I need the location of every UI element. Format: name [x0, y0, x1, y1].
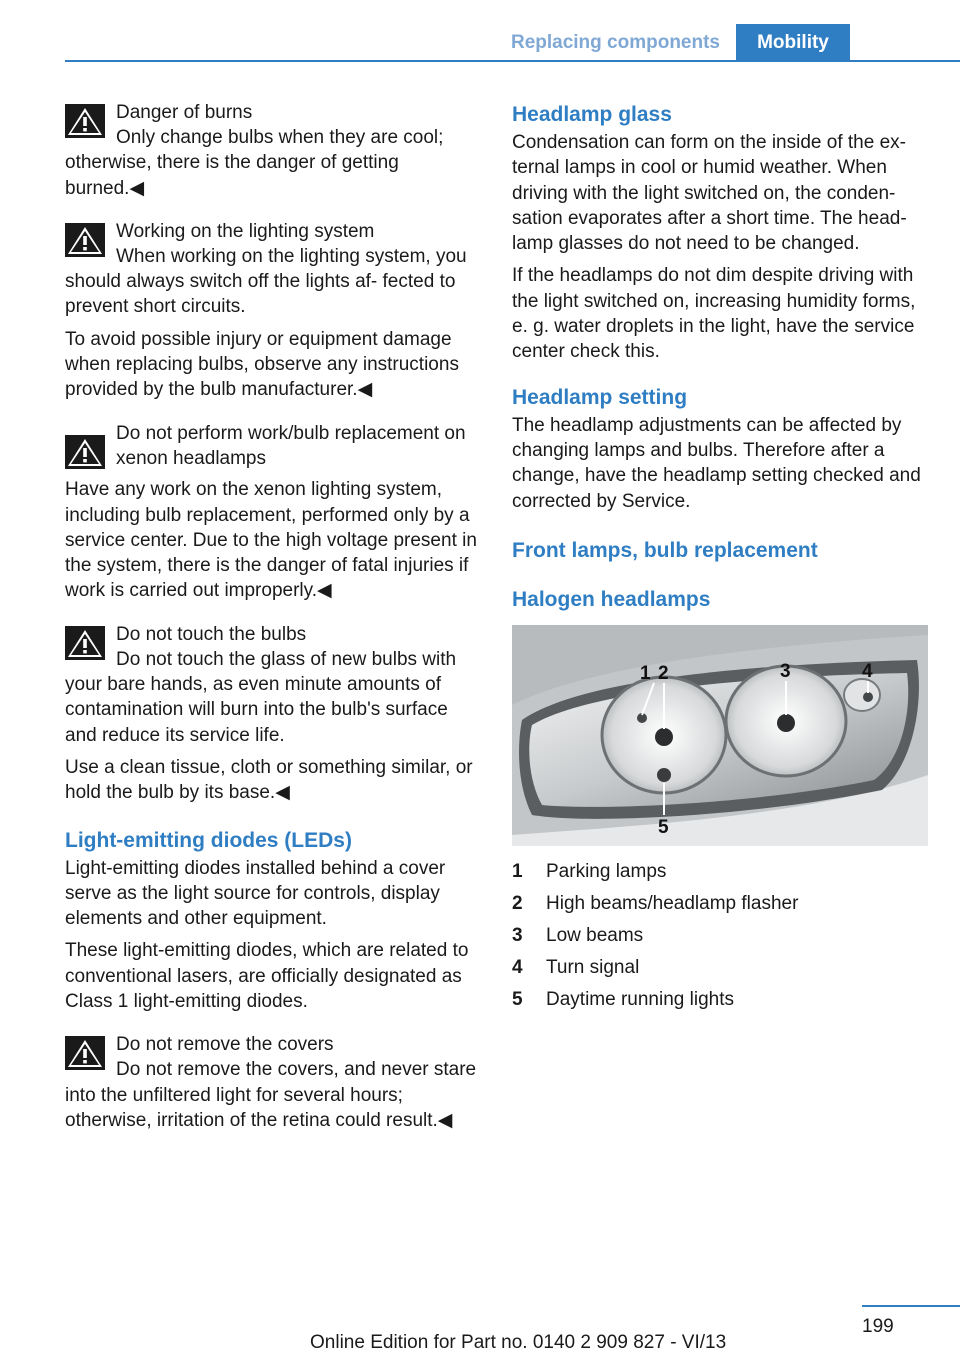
section-heading: Front lamps, bulb replacement: [512, 538, 818, 562]
legend-label: Turn signal: [546, 957, 640, 979]
legend-number: 4: [512, 957, 523, 979]
warning-touch-bulbs: [65, 622, 480, 806]
warning-triangle-icon: [65, 104, 105, 138]
warning-title: Do not touch the bulbs: [116, 623, 307, 645]
warning-xenon: [65, 421, 480, 604]
callout-2: 2: [658, 662, 669, 684]
warning-covers: [65, 1032, 480, 1133]
warning-text: When working on the lighting system, you should always switch off the lights af‐ fected to prevent short circuits.: [65, 245, 467, 318]
headlamp-setting-section: [512, 383, 930, 514]
legend-item: [512, 952, 930, 984]
page-number-rule: [862, 1305, 960, 1307]
callout-1: 1: [640, 662, 651, 684]
warning-text: Do not remove the covers, and never stare into the unfiltered light for several hours; otherwise, irritation of the retina could result.◀: [65, 1059, 477, 1131]
warning-title: Do not perform work/bulb replacement on xenon headlamps: [116, 422, 466, 469]
header-rule: [65, 60, 960, 62]
legend-label: Daytime running lights: [546, 989, 734, 1011]
edition-footer: Online Edition for Part no. 0140 2 909 827 - VI/13: [310, 1332, 727, 1353]
warning-burns: [65, 100, 480, 201]
legend-number: 3: [512, 925, 523, 947]
warning-text-2: To avoid possible injury or equipment damage when replacing bulbs, observe any instructions provided by the bulb manufacturer.◀: [65, 328, 459, 401]
section-heading: Headlamp setting: [512, 385, 688, 409]
legend-number: 2: [512, 893, 523, 915]
warning-text: Have any work on the xenon lighting system, including bulb replacement, performed only by a service center. Due to the high voltage present in the system, there is the danger of fatal injuries if work is carried out improperly.◀: [65, 479, 477, 602]
warning-text: Do not touch the glass of new bulbs with your bare hands, as even minute amounts of contamination will burn into the bulb's surface and reduce its service life.: [65, 648, 457, 746]
legend-number: 5: [512, 989, 523, 1011]
legend-item: [512, 984, 930, 1016]
legend-number: 1: [512, 861, 523, 883]
headlamp-drawing: [512, 625, 928, 846]
section-heading: Headlamp glass: [512, 103, 672, 126]
right-column: [512, 100, 930, 1016]
paragraph: Light-emitting diodes installed behind a cover serve as the light source for controls, display elements and other equipment.: [65, 857, 446, 930]
warning-title: Do not remove the covers: [116, 1034, 334, 1056]
paragraph: The headlamp adjustments can be affected by changing lamps and bulbs. Therefore after a change, have the headlamp setting checked and corrected by Service.: [512, 414, 921, 512]
legend-item: [512, 888, 930, 920]
section-heading: Light-emitting diodes (LEDs): [65, 828, 352, 852]
header-section-title: Replacing components: [510, 32, 720, 53]
warning-text-2: Use a clean tissue, cloth or something similar, or hold the bulb by its base.◀: [65, 756, 473, 804]
left-column: [65, 100, 480, 1151]
warning-triangle-icon: [65, 435, 105, 469]
legend-label: Low beams: [546, 925, 644, 947]
warning-text: Only change bulbs when they are cool; otherwise, there is the danger of getting burned.◀: [65, 127, 444, 199]
paragraph: If the headlamps do not dim despite driving with the light switched on, increasing humidity forms, e. g. water droplets in the light, have the service center check this.: [512, 265, 916, 363]
header-chapter-tab[interactable]: Mobility: [736, 24, 850, 62]
warning-triangle-icon: [65, 626, 105, 660]
led-section: [65, 826, 480, 1015]
legend-label: High beams/headlamp flasher: [546, 893, 799, 915]
callout-5: 5: [658, 816, 669, 838]
legend-item: [512, 856, 930, 888]
warning-triangle-icon: [65, 1036, 105, 1070]
legend-label: Parking lamps: [546, 861, 667, 883]
subsection-heading: Halogen headlamps: [512, 587, 711, 611]
warning-title: Working on the lighting system: [116, 220, 375, 242]
warning-title: Danger of burns: [116, 102, 253, 123]
callout-legend: [512, 856, 930, 1016]
page-number: 199: [862, 1316, 894, 1337]
warning-triangle-icon: [65, 223, 105, 257]
paragraph: These light-emitting diodes, which are related to conventional lasers, are officially designated as Class 1 light-emitting diodes.: [65, 940, 469, 1013]
warning-lighting-system: [65, 219, 480, 403]
callout-3: 3: [780, 660, 791, 682]
headlamp-glass-section: [512, 100, 930, 365]
legend-item: [512, 920, 930, 952]
headlamp-illustration: [512, 625, 928, 846]
callout-4: 4: [862, 660, 873, 682]
paragraph: Condensation can form on the inside of the ex‐ ternal lamps in cool or humid weather. When driving with the light switched on, the conden‐ sation evaporates after a short time. The head‐ lamp glasses do not need to be changed.: [512, 132, 907, 255]
